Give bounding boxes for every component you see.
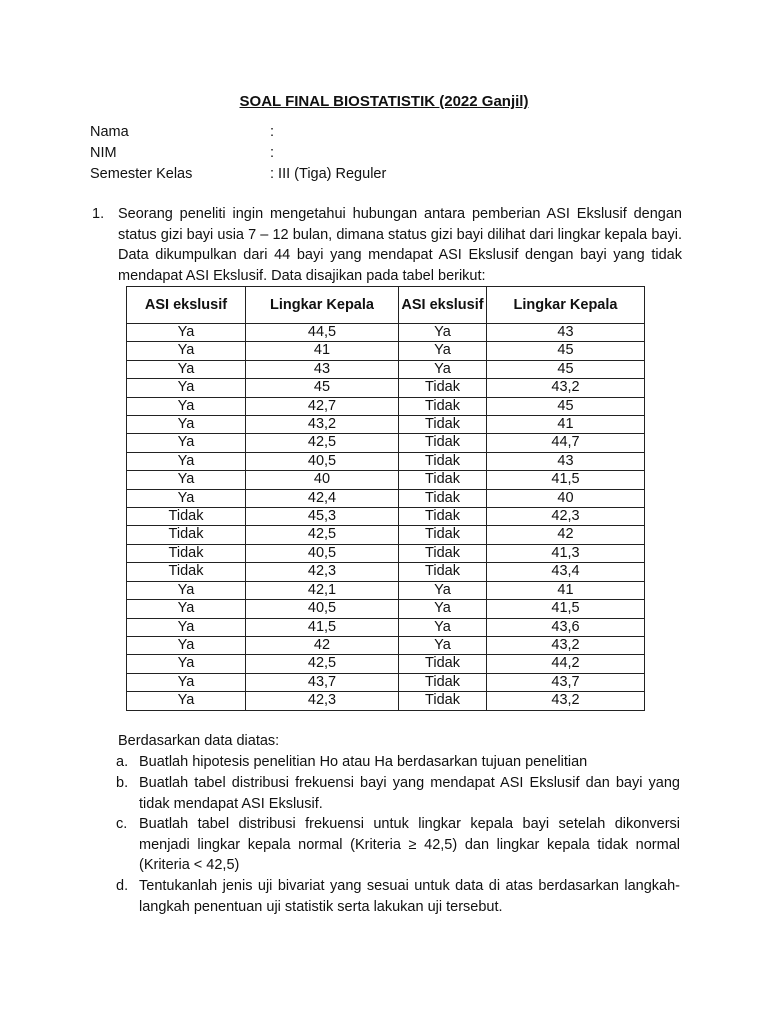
table-row <box>127 600 645 618</box>
table-cell: 40 <box>487 489 645 507</box>
table-cell: 45 <box>487 397 645 415</box>
question-number: 1. <box>92 206 105 222</box>
table-cell: 41 <box>246 342 399 360</box>
table-cell: 40,5 <box>246 452 399 470</box>
info-row-semester <box>90 164 386 185</box>
info-label: Nama <box>90 124 129 140</box>
table-cell: 43,7 <box>246 673 399 691</box>
table-cell: 42,7 <box>246 397 399 415</box>
table-cell: 41,5 <box>487 471 645 489</box>
table-cell: 43,2 <box>246 416 399 434</box>
table-row <box>127 581 645 599</box>
table-cell: 40,5 <box>246 544 399 562</box>
table-cell: 43,2 <box>487 692 645 710</box>
table-cell: Tidak <box>127 544 246 562</box>
info-value: : <box>270 124 275 140</box>
table-cell: Tidak <box>399 526 487 544</box>
info-label: Semester Kelas <box>90 166 193 182</box>
table-cell: Tidak <box>399 397 487 415</box>
subquestion-c <box>116 814 680 876</box>
column-header: ASI ekslusif <box>127 287 246 324</box>
table-cell: Ya <box>127 471 246 489</box>
table-cell: Ya <box>399 636 487 654</box>
table-cell: 45 <box>246 379 399 397</box>
data-table <box>126 286 645 711</box>
table-cell: Tidak <box>399 471 487 489</box>
table-cell: 41 <box>487 581 645 599</box>
table-row <box>127 692 645 710</box>
table-cell: 41 <box>487 416 645 434</box>
table-cell: Tidak <box>399 489 487 507</box>
table-row <box>127 379 645 397</box>
table-row <box>127 673 645 691</box>
table-row <box>127 471 645 489</box>
info-value: : III (Tiga) Reguler <box>270 166 387 182</box>
table-cell: Ya <box>127 600 246 618</box>
subquestion-a <box>116 752 680 773</box>
column-header: Lingkar Kepala <box>487 287 645 324</box>
table-cell: Ya <box>127 692 246 710</box>
table-row <box>127 416 645 434</box>
table-cell: Ya <box>127 379 246 397</box>
table-cell: 42,5 <box>246 655 399 673</box>
table-cell: 40 <box>246 471 399 489</box>
table-cell: Ya <box>127 636 246 654</box>
table-cell: Tidak <box>399 563 487 581</box>
table-cell: Ya <box>399 618 487 636</box>
question-text: Seorang peneliti ingin mengetahui hubungan antara pemberian ASI Ekslusif dengan status gizi bayi usia 7 – 12 bulan, dimana status gizi bayi dilihat dari lingkar kepala bayi. Data dikumpulkan dari 44 bayi yang mendapat ASI Ekslusif dengan bayi yang tidak mendapat ASI Ekslusif. Data disajikan pada tabel berikut: <box>118 206 682 285</box>
info-value: : <box>270 145 275 161</box>
table-cell: Tidak <box>399 452 487 470</box>
table-cell: 43,6 <box>487 618 645 636</box>
subquestion-letter: d. <box>116 878 129 894</box>
document-title: SOAL FINAL BIOSTATISTIK (2022 Ganjil) <box>239 93 529 110</box>
table-cell: 42,1 <box>246 581 399 599</box>
table-cell: Ya <box>127 489 246 507</box>
table-cell: 42,3 <box>246 563 399 581</box>
table-cell: 43 <box>487 324 645 342</box>
table-cell: Tidak <box>399 416 487 434</box>
table-row <box>127 655 645 673</box>
table-cell: Tidak <box>399 692 487 710</box>
table-cell: Ya <box>127 416 246 434</box>
table-cell: 42 <box>487 526 645 544</box>
table-cell: Tidak <box>399 655 487 673</box>
table-cell: 45 <box>487 342 645 360</box>
table-row <box>127 360 645 378</box>
table-cell: Ya <box>127 452 246 470</box>
subquestion-text: Buatlah tabel distribusi frekuensi untuk lingkar kepala bayi setelah dikonversi menjadi lingkar kepala normal (Kriteria ≥ 42,5) dan lingkar kepala tidak normal (Kriteria < 42,5) <box>139 816 680 874</box>
table-cell: 42 <box>246 636 399 654</box>
table-cell: Ya <box>127 581 246 599</box>
info-row-nama <box>90 122 386 143</box>
table-cell: 40,5 <box>246 600 399 618</box>
table-cell: 44,2 <box>487 655 645 673</box>
table-row <box>127 618 645 636</box>
subquestion-letter: a. <box>116 754 129 770</box>
table-cell: 44,5 <box>246 324 399 342</box>
table-cell: Tidak <box>399 434 487 452</box>
table-cell: 42,3 <box>246 692 399 710</box>
table-row <box>127 324 645 342</box>
table-cell: Tidak <box>127 526 246 544</box>
table-row <box>127 342 645 360</box>
table-cell: 43,4 <box>487 563 645 581</box>
table-cell: Ya <box>399 324 487 342</box>
table-cell: Ya <box>399 581 487 599</box>
table-cell: Ya <box>127 360 246 378</box>
table-cell: Ya <box>399 600 487 618</box>
table-cell: 41,3 <box>487 544 645 562</box>
table-cell: Ya <box>127 324 246 342</box>
table-row <box>127 544 645 562</box>
student-info <box>90 122 386 185</box>
table-cell: 42,3 <box>487 508 645 526</box>
subquestion-text: Buatlah tabel distribusi frekuensi bayi yang mendapat ASI Ekslusif dan bayi yang tidak mendapat ASI Ekslusif. <box>139 775 680 812</box>
subquestion-b <box>116 773 680 814</box>
table-cell: Ya <box>127 434 246 452</box>
info-label: NIM <box>90 145 117 161</box>
table-cell: 43,2 <box>487 636 645 654</box>
table-cell: 43,2 <box>487 379 645 397</box>
table-cell: 45 <box>487 360 645 378</box>
table-cell: Ya <box>127 618 246 636</box>
table-cell: 41,5 <box>246 618 399 636</box>
column-header: Lingkar Kepala <box>246 287 399 324</box>
table-cell: 42,5 <box>246 434 399 452</box>
table-cell: Tidak <box>399 673 487 691</box>
subquestion-letter: c. <box>116 816 128 832</box>
table-cell: Ya <box>127 397 246 415</box>
table-cell: Tidak <box>127 508 246 526</box>
table-row <box>127 397 645 415</box>
subquestion-d <box>116 876 680 917</box>
table-cell: Tidak <box>399 379 487 397</box>
table-cell: Ya <box>127 655 246 673</box>
table-row <box>127 489 645 507</box>
column-header: ASI ekslusif <box>399 287 487 324</box>
info-row-nim <box>90 143 386 164</box>
after-table-text: Berdasarkan data diatas: <box>118 733 280 749</box>
table-cell: Tidak <box>399 544 487 562</box>
table-cell: 43 <box>246 360 399 378</box>
table-cell: Ya <box>399 360 487 378</box>
table-row <box>127 508 645 526</box>
subquestion-letter: b. <box>116 775 129 791</box>
table-cell: 44,7 <box>487 434 645 452</box>
table-cell: 42,4 <box>246 489 399 507</box>
table-row <box>127 452 645 470</box>
table-cell: Tidak <box>399 508 487 526</box>
table-cell: Ya <box>127 342 246 360</box>
table-cell: Tidak <box>127 563 246 581</box>
table-cell: Ya <box>399 342 487 360</box>
table-cell: 41,5 <box>487 600 645 618</box>
subquestion-text: Tentukanlah jenis uji bivariat yang sesuai untuk data di atas berdasarkan langkah-langkah penentuan uji statistik serta lakukan uji tersebut. <box>139 878 680 915</box>
table-cell: 42,5 <box>246 526 399 544</box>
table-row <box>127 526 645 544</box>
table-cell: Ya <box>127 673 246 691</box>
table-row <box>127 434 645 452</box>
table-cell: 43,7 <box>487 673 645 691</box>
table-cell: 45,3 <box>246 508 399 526</box>
table-cell: 43 <box>487 452 645 470</box>
table-row <box>127 563 645 581</box>
table-row <box>127 636 645 654</box>
subquestion-text: Buatlah hipotesis penelitian Ho atau Ha berdasarkan tujuan penelitian <box>139 754 588 770</box>
question-1 <box>92 204 682 287</box>
table-header-row <box>127 287 645 324</box>
